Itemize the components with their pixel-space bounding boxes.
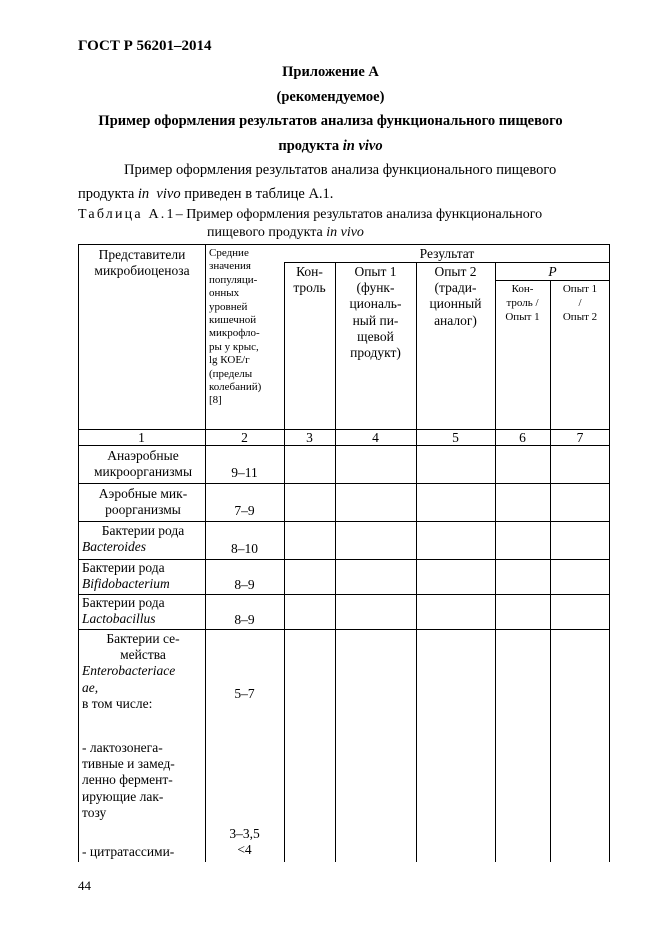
table-caption-text: – Пример оформления результатов анализа функционального [175,207,543,222]
row-name-genus: Bacteroides [82,539,146,555]
table-caption-prefix: пищевого продукта [207,225,323,240]
row-name-prefix: Бактерии се- мейства [106,631,180,663]
appendix-heading-line2 [0,138,661,155]
table-col-line-6 [550,280,551,862]
header-average-values: Средние значения популяци- онных уровней кишечной микрофло- ры у крыс, lg КОЕ/г (пределы колебаний) [8] [209,247,262,407]
row-name-family: Enterobacteriace ae, [82,663,176,695]
row-name-anaerobic: Анаэробные микроорганизмы [93,448,193,480]
row-name-lactose-negative: - лактозонега- тивные и замед- ленно фермент- ирующие лак- тозу [82,740,175,820]
row-name-lactobacillus [82,595,204,627]
header-representatives: Представители микробиоценоза [94,247,190,279]
table-line-row1 [78,483,610,484]
table-col-line-2 [284,262,285,862]
header-p: P [548,264,557,279]
column-number: 7 [576,430,584,445]
column-number: 5 [452,430,459,445]
header-control: Кон- троль [293,264,326,296]
heading-prefix: продукта [278,138,340,154]
row-name-genus: Lactobacillus [82,611,156,627]
row-value-citrate: <4 [237,842,252,857]
column-number: 2 [241,430,248,445]
header-experiment-1: Опыт 1 (функ- циональ- ный пи- щевой продукт) [349,264,402,360]
intro-line1: Пример оформления результатов анализа функционального пищевого [124,162,557,178]
appendix-heading-line1: Пример оформления результатов анализа функционального пищевого [98,113,563,129]
header-result: Результат [419,246,475,261]
table-caption-label: Таблица А.1 [78,207,176,222]
row-name-bifidobacterium [82,560,204,592]
table-border-right [609,244,610,862]
row-name-prefix: Бактерии рода [82,560,165,575]
row-name-enterobacteriaceae [82,631,204,712]
header-p-control-exp1: Кон- троль / Опыт 1 [505,283,540,323]
row-name-genus: Bifidobacterium [82,576,170,592]
intro-prefix: продукта [78,186,135,202]
row-value-bifidobacterium: 8–9 [234,577,255,592]
intro-italic: in vivo [137,186,181,202]
row-name-aerobic: Аэробные мик- роорганизмы [98,486,188,518]
row-name-prefix: Бактерии рода [82,595,165,610]
intro-suffix: приведен в таблице А.1. [184,186,334,202]
row-value-anaerobic: 9–11 [231,465,258,480]
column-number: 6 [519,430,526,445]
row-name-citrate: - цитратассими- [82,844,175,859]
header-p-exp1-exp2: Опыт 1 / Опыт 2 [562,283,598,323]
column-number: 3 [306,430,313,445]
row-name-suffix: в том числе: [82,695,153,711]
row-value-enterobacteriaceae: 5–7 [234,686,255,701]
row-value-aerobic: 7–9 [234,503,255,518]
column-number: 4 [372,430,379,445]
table-caption-line2 [207,225,364,241]
column-number: 1 [138,430,145,445]
table-line-row5 [78,629,610,630]
heading-italic: in vivo [342,138,383,154]
table-col-line-4 [416,262,417,862]
row-name-bacteroides [82,523,204,555]
table-border-left [78,244,79,862]
row-name-prefix: Бактерии рода [101,523,185,538]
appendix-status: (рекомендуемое) [276,89,385,105]
results-table [78,244,610,862]
table-border-top [78,244,610,245]
table-caption-line1 [78,207,542,223]
standard-code: ГОСТ Р 56201–2014 [78,38,212,54]
table-col-line-5 [495,262,496,862]
row-value-lactose-negative: 3–3,5 [229,826,260,841]
table-caption-italic: in vivo [326,225,364,240]
table-line-row2 [78,521,610,522]
row-value-bacteroides: 8–10 [231,541,258,556]
appendix-title: Приложение А [282,64,379,80]
row-value-lactobacillus: 8–9 [234,612,255,627]
header-experiment-2: Опыт 2 (тради- ционный аналог) [429,264,482,328]
page-number: 44 [78,878,91,893]
intro-line2 [78,186,333,203]
